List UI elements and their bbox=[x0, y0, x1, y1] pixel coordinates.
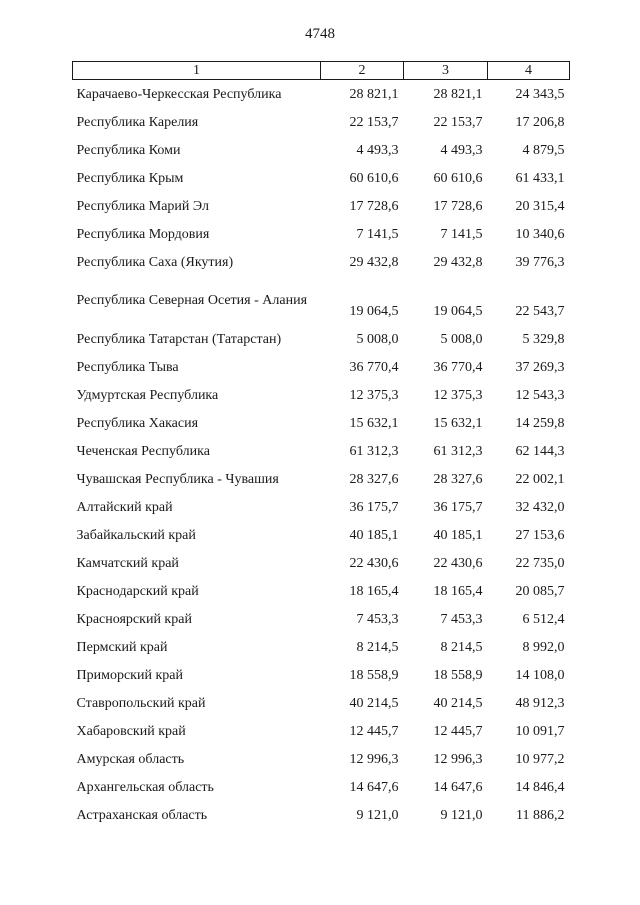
table-row bbox=[73, 633, 570, 661]
value-col-3: 9 121,0 bbox=[440, 807, 483, 823]
value-col-2: 28 821,1 bbox=[349, 86, 399, 102]
value-col-2: 8 214,5 bbox=[356, 639, 399, 655]
table-row bbox=[73, 689, 570, 717]
value-col-4: 6 512,4 bbox=[522, 611, 565, 627]
value-col-4: 14 846,4 bbox=[515, 779, 565, 795]
table-row bbox=[73, 717, 570, 745]
value-col-3: 18 558,9 bbox=[433, 667, 483, 683]
value-col-4: 37 269,3 bbox=[515, 359, 565, 375]
table-row bbox=[73, 220, 570, 248]
value-col-4: 24 343,5 bbox=[515, 86, 565, 102]
region-name: Республика Саха (Якутия) bbox=[76, 254, 234, 270]
region-name: Республика Хакасия bbox=[76, 415, 199, 431]
region-name: Пермский край bbox=[76, 639, 168, 655]
value-col-2: 18 558,9 bbox=[349, 667, 399, 683]
table-row bbox=[73, 745, 570, 773]
table-body bbox=[73, 80, 570, 830]
value-col-4: 39 776,3 bbox=[515, 254, 565, 270]
value-col-4: 22 543,7 bbox=[515, 304, 565, 319]
page-number: 4748 bbox=[305, 26, 335, 42]
value-col-4: 27 153,6 bbox=[515, 527, 565, 543]
value-col-2: 12 996,3 bbox=[349, 751, 399, 767]
value-col-4: 11 886,2 bbox=[516, 807, 565, 823]
table-row bbox=[73, 409, 570, 437]
value-col-4: 20 315,4 bbox=[515, 198, 565, 214]
region-name: Архангельская область bbox=[76, 779, 214, 795]
value-col-3: 8 214,5 bbox=[440, 639, 483, 655]
region-name: Забайкальский край bbox=[76, 527, 196, 543]
region-name: Республика Татарстан (Татарстан) bbox=[76, 331, 282, 347]
region-name: Астраханская область bbox=[76, 807, 208, 823]
table-header bbox=[73, 62, 570, 80]
value-col-3: 15 632,1 bbox=[433, 415, 483, 431]
value-col-2: 5 008,0 bbox=[356, 331, 399, 347]
data-table bbox=[72, 61, 570, 829]
value-col-4: 10 340,6 bbox=[515, 226, 565, 242]
value-col-3: 36 175,7 bbox=[433, 499, 483, 515]
value-col-2: 15 632,1 bbox=[349, 415, 399, 431]
region-name: Чеченская Республика bbox=[76, 443, 210, 459]
value-col-2: 9 121,0 bbox=[356, 807, 399, 823]
value-col-2: 36 175,7 bbox=[349, 499, 399, 515]
value-col-4: 14 259,8 bbox=[515, 415, 565, 431]
table-row bbox=[73, 577, 570, 605]
table-row bbox=[73, 605, 570, 633]
value-col-3: 40 185,1 bbox=[433, 527, 483, 543]
region-name: Удмуртская Республика bbox=[76, 387, 219, 403]
table-row bbox=[73, 353, 570, 381]
value-col-4: 14 108,0 bbox=[515, 667, 565, 683]
value-col-3: 12 996,3 bbox=[433, 751, 483, 767]
table-row bbox=[73, 773, 570, 801]
value-col-3: 5 008,0 bbox=[440, 331, 483, 347]
value-col-3: 60 610,6 bbox=[433, 170, 483, 186]
value-col-3: 14 647,6 bbox=[433, 779, 483, 795]
value-col-4: 17 206,8 bbox=[515, 114, 565, 130]
value-col-2: 61 312,3 bbox=[349, 443, 399, 459]
value-col-2: 19 064,5 bbox=[349, 304, 399, 319]
table-row bbox=[73, 521, 570, 549]
column-header-1: 1 bbox=[73, 62, 321, 80]
value-col-2: 7 453,3 bbox=[356, 611, 399, 627]
region-name: Республика Мордовия bbox=[76, 226, 210, 242]
region-name: Республика Крым bbox=[76, 170, 184, 186]
table-row bbox=[73, 465, 570, 493]
value-col-2: 12 445,7 bbox=[349, 723, 399, 739]
region-name: Хабаровский край bbox=[76, 723, 186, 739]
value-col-3: 28 821,1 bbox=[433, 86, 483, 102]
region-name: Республика Тыва bbox=[76, 359, 179, 375]
value-col-3: 61 312,3 bbox=[433, 443, 483, 459]
column-header-2: 2 bbox=[321, 62, 404, 80]
value-col-2: 18 165,4 bbox=[349, 583, 399, 599]
table-row bbox=[73, 276, 570, 325]
value-col-2: 36 770,4 bbox=[349, 359, 399, 375]
value-col-2: 4 493,3 bbox=[356, 142, 399, 158]
value-col-2: 12 375,3 bbox=[349, 387, 399, 403]
table-row bbox=[73, 164, 570, 192]
region-name: Камчатский край bbox=[76, 555, 179, 571]
value-col-2: 40 214,5 bbox=[349, 695, 399, 711]
value-col-4: 12 543,3 bbox=[515, 387, 565, 403]
table-row bbox=[73, 80, 570, 109]
value-col-2: 14 647,6 bbox=[349, 779, 399, 795]
value-col-4: 10 091,7 bbox=[515, 723, 565, 739]
value-col-3: 29 432,8 bbox=[433, 254, 483, 270]
value-col-2: 7 141,5 bbox=[356, 226, 399, 242]
region-name: Приморский край bbox=[76, 667, 183, 683]
value-col-4: 61 433,1 bbox=[515, 170, 565, 186]
value-col-4: 10 977,2 bbox=[515, 751, 565, 767]
value-col-3: 40 214,5 bbox=[433, 695, 483, 711]
table-row bbox=[73, 248, 570, 276]
value-col-3: 18 165,4 bbox=[433, 583, 483, 599]
value-col-2: 29 432,8 bbox=[349, 254, 399, 270]
table-row bbox=[73, 192, 570, 220]
table-row bbox=[73, 549, 570, 577]
value-col-4: 8 992,0 bbox=[522, 639, 565, 655]
table-row bbox=[73, 108, 570, 136]
value-col-4: 22 735,0 bbox=[515, 555, 565, 571]
region-name: Краснодарский край bbox=[76, 583, 199, 599]
value-col-3: 7 141,5 bbox=[440, 226, 483, 242]
value-col-4: 20 085,7 bbox=[515, 583, 565, 599]
value-col-4: 32 432,0 bbox=[515, 499, 565, 515]
table-row bbox=[73, 661, 570, 689]
value-col-3: 22 430,6 bbox=[433, 555, 483, 571]
region-name: Республика Коми bbox=[76, 142, 181, 158]
region-name: Алтайский край bbox=[76, 499, 173, 515]
region-name: Амурская область bbox=[76, 751, 185, 767]
region-name: Республика Северная Осетия - Алания bbox=[76, 293, 308, 308]
region-name: Республика Марий Эл bbox=[76, 198, 209, 214]
value-col-2: 22 153,7 bbox=[349, 114, 399, 130]
region-name: Ставропольский край bbox=[76, 695, 206, 711]
value-col-3: 19 064,5 bbox=[433, 304, 483, 319]
value-col-2: 60 610,6 bbox=[349, 170, 399, 186]
table-row bbox=[73, 437, 570, 465]
value-col-3: 7 453,3 bbox=[440, 611, 483, 627]
value-col-2: 40 185,1 bbox=[349, 527, 399, 543]
value-col-4: 5 329,8 bbox=[522, 331, 565, 347]
column-header-4: 4 bbox=[488, 62, 570, 80]
value-col-3: 36 770,4 bbox=[433, 359, 483, 375]
region-name: Чувашская Республика - Чувашия bbox=[76, 471, 279, 487]
value-col-3: 4 493,3 bbox=[440, 142, 483, 158]
value-col-4: 4 879,5 bbox=[522, 142, 565, 158]
value-col-2: 22 430,6 bbox=[349, 555, 399, 571]
value-col-3: 12 375,3 bbox=[433, 387, 483, 403]
value-col-3: 28 327,6 bbox=[433, 471, 483, 487]
value-col-4: 62 144,3 bbox=[515, 443, 565, 459]
value-col-2: 28 327,6 bbox=[349, 471, 399, 487]
value-col-2: 17 728,6 bbox=[349, 198, 399, 214]
region-name: Красноярский край bbox=[76, 611, 192, 627]
region-name: Республика Карелия bbox=[76, 114, 199, 130]
value-col-4: 22 002,1 bbox=[515, 471, 565, 487]
table-row bbox=[73, 325, 570, 353]
column-header-3: 3 bbox=[404, 62, 488, 80]
value-col-3: 22 153,7 bbox=[433, 114, 483, 130]
table-row bbox=[73, 801, 570, 829]
region-name: Карачаево-Черкесская Республика bbox=[76, 86, 282, 102]
table-row bbox=[73, 493, 570, 521]
value-col-4: 48 912,3 bbox=[515, 695, 565, 711]
header-row bbox=[73, 62, 570, 80]
value-col-3: 17 728,6 bbox=[433, 198, 483, 214]
value-col-3: 12 445,7 bbox=[433, 723, 483, 739]
table-row bbox=[73, 381, 570, 409]
table-row bbox=[73, 136, 570, 164]
